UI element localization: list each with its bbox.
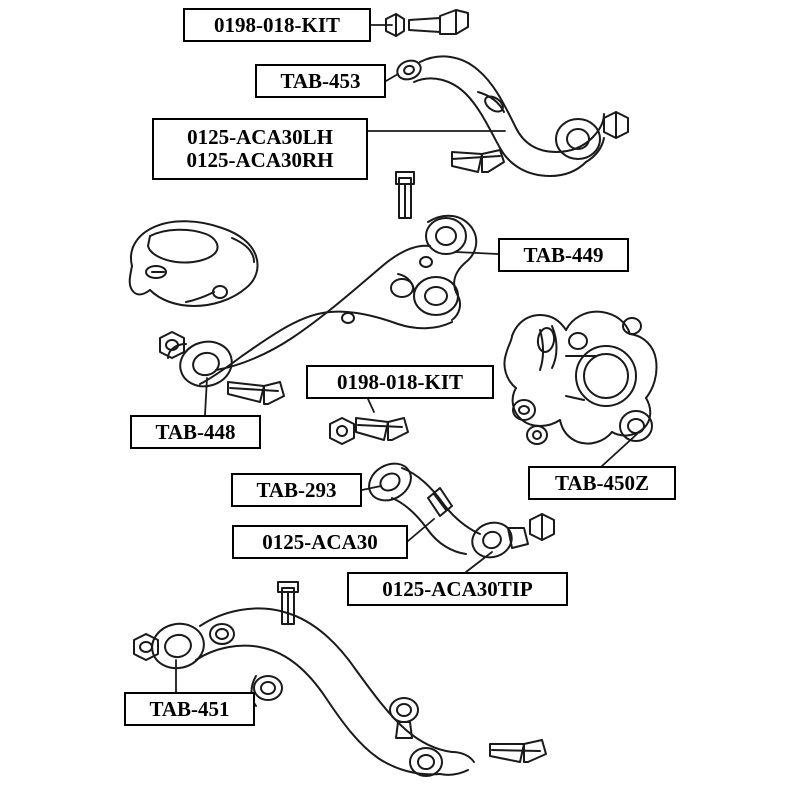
label-0125-ACA30[interactable]: 0125-ACA30 [232,525,408,559]
upper-control-arm [386,10,628,176]
label-TAB-449[interactable]: TAB-449 [498,238,629,272]
label-line-rh: 0125-ACA30RH [186,148,334,172]
label-0198-018-KIT-top[interactable]: 0198-018-KIT [183,8,371,42]
lower-rear-arm [134,582,546,776]
label-0198-018-KIT-mid[interactable]: 0198-018-KIT [306,365,494,399]
left-bracket [130,221,258,306]
label-TAB-451[interactable]: TAB-451 [124,692,255,726]
label-TAB-450Z[interactable]: TAB-450Z [528,466,676,500]
steering-knuckle [504,312,656,444]
label-TAB-453[interactable]: TAB-453 [255,64,386,98]
label-TAB-293[interactable]: TAB-293 [231,473,362,507]
label-0125-ACA30LH-RH[interactable] [152,118,368,180]
label-TAB-448[interactable]: TAB-448 [130,415,261,449]
label-line-lh: 0125-ACA30LH [187,125,333,149]
label-0125-ACA30TIP[interactable]: 0125-ACA30TIP [347,572,568,606]
